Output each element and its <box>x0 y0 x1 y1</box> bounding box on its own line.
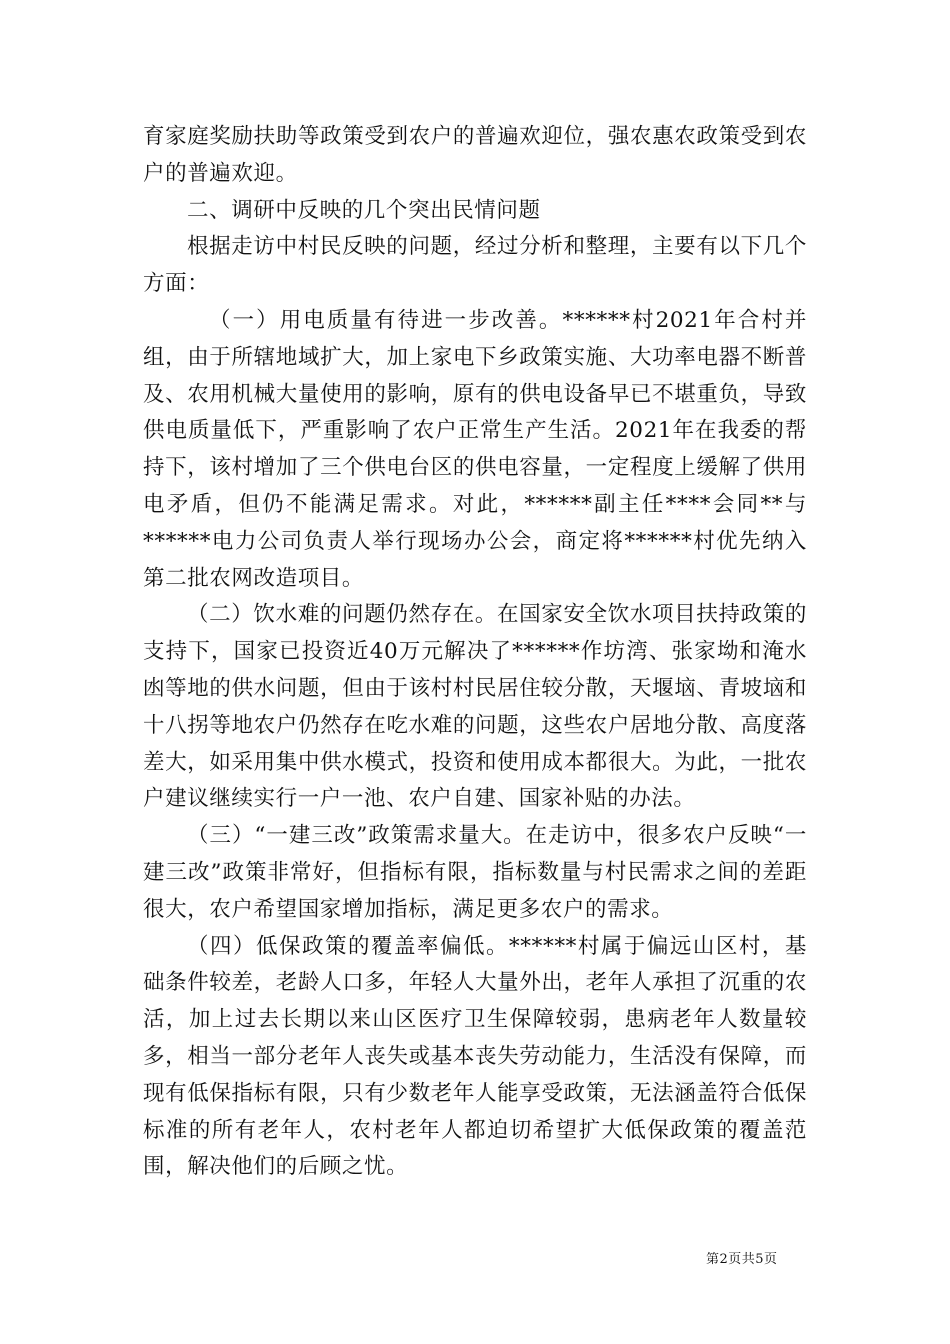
paragraph-electricity: （一）用电质量有待进一步改善。******村2021年合村并组，由于所辖地域扩大，加上家电下乡政策实施、大功率电器不断普及、农用机械大量使用的影响，原有的供电设备早已不堪重负，导致供电质量低下，严重影响了农户正常生产生活。2021年在我委的帮持下，该村增加了三个供电台区的供电容量，一定程度上缓解了供用电矛盾，但仍不能满足需求。对此，******副主任****会同**与******电力公司负责人举行现场办公会，商定将******村优先纳入第二批农网改造项目。 <box>143 307 807 591</box>
paragraph-intro: 根据走访中村民反映的问题，经过分析和整理，主要有以下几个方面： <box>143 234 807 297</box>
paragraph-water: （二）饮水难的问题仍然存在。在国家安全饮水项目扶持政策的支持下，国家已投资近40万元解决了******作坊湾、张家坳和淹水凼等地的供水问题，但由于该村村民居住较分散，天堰垴、青坡垴和十八拐等地农户仍然存在吃水难的问题，这些农户居地分散、高度落差大，如采用集中供水模式，投资和使用成本都很大。为此，一批农户建议继续实行一户一池、农户自建、国家补贴的办法。 <box>143 602 807 812</box>
page-number: 第2页共5页 <box>706 1252 778 1267</box>
section-heading: 二、调研中反映的几个突出民情问题 <box>187 197 541 223</box>
paragraph-continuation: 育家庭奖励扶助等政策受到农户的普遍欢迎位，强农惠农政策受到农户的普遍欢迎。 <box>143 124 807 186</box>
paragraph-yijiansangai: （三）“一建三改”政策需求量大。在走访中，很多农户反映“一建三改”政策非常好，但指标有限，指标数量与村民需求之间的差距很大，农户希望国家增加指标，满足更多农户的需求。 <box>143 823 807 922</box>
document-body <box>143 119 807 1186</box>
paragraph-dibao: （四）低保政策的覆盖率偏低。******村属于偏远山区村，基础条件较差，老龄人口多，年轻人大量外出，老年人承担了沉重的农活，加上过去长期以来山区医疗卫生保障较弱，患病老年人数量较多，相当一部分老年人丧失或基本丧失劳动能力，生活没有保障，而现有低保指标有限，只有少数老年人能享受政策，无法涵盖符合低保标准的所有老年人，农村老年人都迫切希望扩大低保政策的覆盖范围，解决他们的后顾之忧。 <box>143 933 807 1180</box>
